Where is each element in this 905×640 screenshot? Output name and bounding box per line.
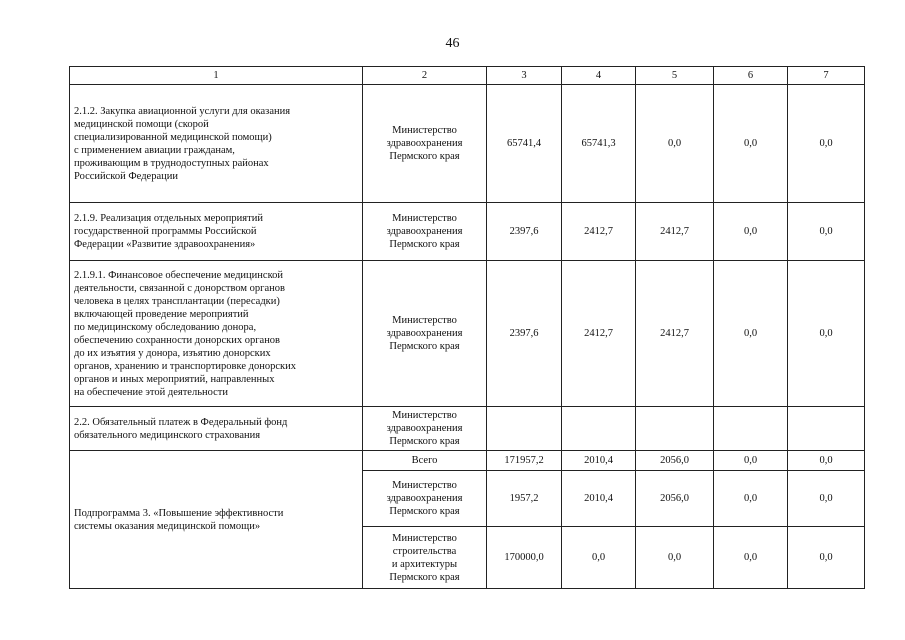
row-value-col5 xyxy=(636,407,714,451)
row-value-col3 xyxy=(487,407,562,451)
row-name: 2.2. Обязательный платеж в Федеральный фонд обязательного медицинского страхования xyxy=(70,407,363,451)
row-executor: Министерство здравоохранения Пермского края xyxy=(363,203,487,261)
table-row xyxy=(70,261,865,407)
row-value-col4: 65741,3 xyxy=(562,85,636,203)
header-row xyxy=(70,67,865,85)
budget-table xyxy=(69,66,865,589)
row-executor: Министерство строительства и архитектуры Пермского края xyxy=(363,527,487,589)
row-name: 2.1.9.1. Финансовое обеспечение медицинской деятельности, связанной с донорством органов человека в целях трансплантации (пересадки) включающей проведение мероприятий по медицинскому обследованию донора, обеспечению сохранности донорских органов до их изъятия у донора, изъятию донорских органов, хранению и транспортировке донорских органов и иных мероприятий, направленных на обеспечение этой деятельности xyxy=(70,261,363,407)
row-value-col3: 171957,2 xyxy=(487,451,562,471)
row-value-col4: 2412,7 xyxy=(562,261,636,407)
column-header-3: 3 xyxy=(487,67,562,85)
row-value-col7: 0,0 xyxy=(788,527,865,589)
page-number: 46 xyxy=(445,36,460,51)
row-value-col3: 170000,0 xyxy=(487,527,562,589)
row-value-col5: 2056,0 xyxy=(636,451,714,471)
row-value-col4: 2010,4 xyxy=(562,451,636,471)
table-row xyxy=(70,407,865,451)
row-value-col4 xyxy=(562,407,636,451)
row-value-col4: 0,0 xyxy=(562,527,636,589)
row-value-col7: 0,0 xyxy=(788,451,865,471)
row-name: 2.1.2. Закупка авиационной услуги для оказания медицинской помощи (скорой специализированной медицинской помощи) с применением авиации гражданам, проживающим в труднодоступных районах Российской Федерации xyxy=(70,85,363,203)
row-name: 2.1.9. Реализация отдельных мероприятий государственной программы Российской Федерации «Развитие здравоохранения» xyxy=(70,203,363,261)
subprogram-total-row xyxy=(70,451,865,471)
row-value-col6: 0,0 xyxy=(714,203,788,261)
row-executor: Министерство здравоохранения Пермского края xyxy=(363,85,487,203)
row-value-col6: 0,0 xyxy=(714,451,788,471)
row-value-col5: 2056,0 xyxy=(636,471,714,527)
table-row xyxy=(70,85,865,203)
column-header-4: 4 xyxy=(562,67,636,85)
row-executor: Министерство здравоохранения Пермского края xyxy=(363,471,487,527)
subprogram-name: Подпрограмма 3. «Повышение эффективности системы оказания медицинской помощи» xyxy=(70,451,363,589)
row-value-col7: 0,0 xyxy=(788,261,865,407)
row-value-col7: 0,0 xyxy=(788,471,865,527)
row-value-col3: 1957,2 xyxy=(487,471,562,527)
table-row xyxy=(70,203,865,261)
row-executor: Всего xyxy=(363,451,487,471)
row-value-col3: 2397,6 xyxy=(487,261,562,407)
row-value-col4: 2412,7 xyxy=(562,203,636,261)
row-value-col6: 0,0 xyxy=(714,471,788,527)
column-header-2: 2 xyxy=(363,67,487,85)
row-value-col6: 0,0 xyxy=(714,261,788,407)
row-value-col4: 2010,4 xyxy=(562,471,636,527)
row-value-col7: 0,0 xyxy=(788,203,865,261)
row-value-col3: 2397,6 xyxy=(487,203,562,261)
row-value-col5: 0,0 xyxy=(636,85,714,203)
row-value-col6 xyxy=(714,407,788,451)
column-header-7: 7 xyxy=(788,67,865,85)
row-value-col6: 0,0 xyxy=(714,527,788,589)
column-header-6: 6 xyxy=(714,67,788,85)
row-executor: Министерство здравоохранения Пермского края xyxy=(363,261,487,407)
row-value-col6: 0,0 xyxy=(714,85,788,203)
row-value-col3: 65741,4 xyxy=(487,85,562,203)
row-executor: Министерство здравоохранения Пермского края xyxy=(363,407,487,451)
row-value-col5: 2412,7 xyxy=(636,203,714,261)
row-value-col5: 2412,7 xyxy=(636,261,714,407)
row-value-col7 xyxy=(788,407,865,451)
row-value-col7: 0,0 xyxy=(788,85,865,203)
row-value-col5: 0,0 xyxy=(636,527,714,589)
column-header-5: 5 xyxy=(636,67,714,85)
column-header-1: 1 xyxy=(70,67,363,85)
